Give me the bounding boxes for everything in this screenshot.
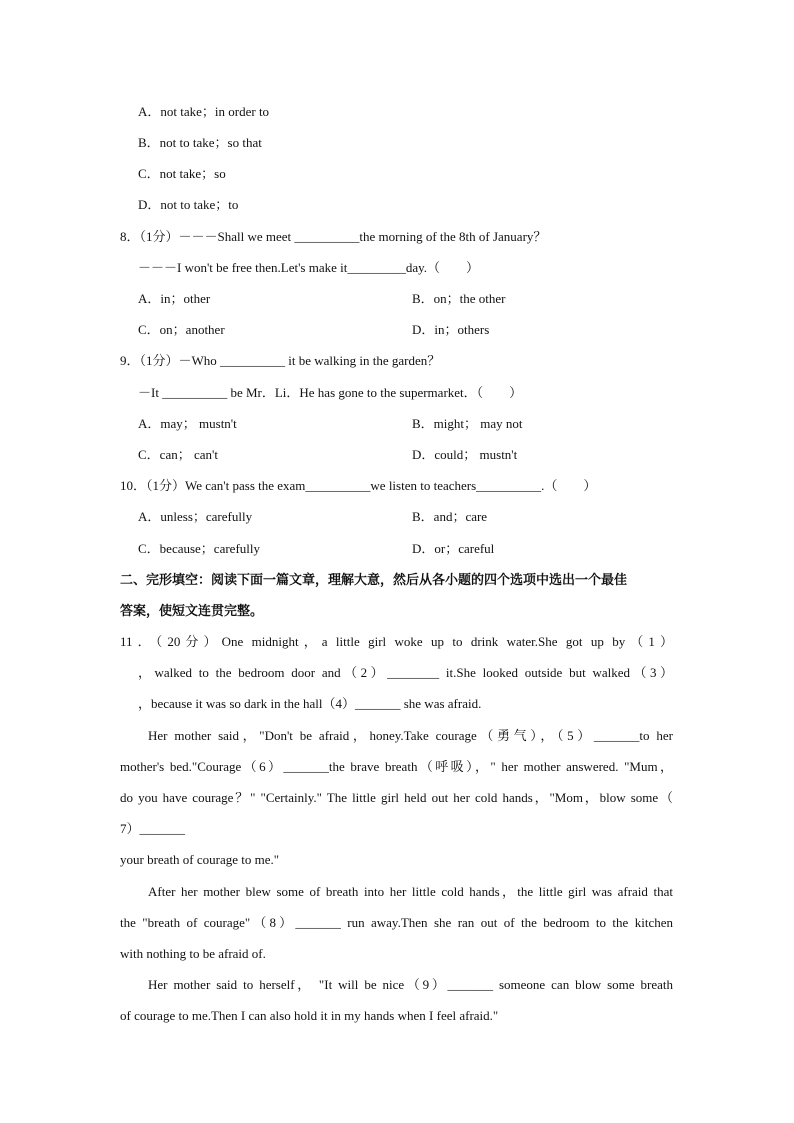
q10-option-d: D．or；careful xyxy=(412,541,495,556)
q10-option-c: C．because；carefully xyxy=(138,541,261,556)
q9-stem-line1: 9．（1分）－Who __________ it be walking in the garden？ xyxy=(120,353,441,368)
q8-stem-line2: －－－I won't be free then.Let's make it_________day.（ ） xyxy=(138,260,480,275)
q11-line-5: mother's bed."Courage（6）_______the brave breath（呼吸），" her mother answered. "Mum， xyxy=(120,759,673,774)
q11-line-7: 7）_______ xyxy=(120,821,186,836)
q9-option-d: D．could； mustn't xyxy=(412,447,518,462)
q7-option-a: A．not take；in order to xyxy=(138,104,270,119)
q10-option-b: B．and；care xyxy=(412,509,488,524)
q11-line-4: Her mother said，"Don't be afraid，honey.Take courage（勇气），（5）_______to her xyxy=(148,728,673,743)
q11-line-9: After her mother blew some of breath into her little cold hands，the little girl was afraid that xyxy=(148,884,673,899)
q11-line-10: the "breath of courage"（8）_______ run away.Then she ran out of the bedroom to the kitchen xyxy=(120,915,673,930)
q8-stem-line1: 8．（1分）－－－Shall we meet __________the morning of the 8th of January？ xyxy=(120,229,547,244)
q9-option-a: A．may； mustn't xyxy=(138,416,237,431)
q9-stem-line2: －It __________ be Mr．Li．He has gone to the supermarket．（ ） xyxy=(138,385,523,400)
q11-line-12: Her mother said to herself， "It will be nice（9）_______ someone can blow some breath xyxy=(148,977,673,992)
q9-option-b: B．might； may not xyxy=(412,416,523,431)
q11-line-3: ，because it was so dark in the hall（4）_______ she was afraid. xyxy=(138,696,482,711)
q7-option-d: D．not to take；to xyxy=(138,197,239,212)
q11-line-1: 11．（20分）One midnight，a little girl woke up to drink water.She got up by（1） xyxy=(120,634,673,649)
q8-option-a: A．in；other xyxy=(138,291,211,306)
q8-option-d: D．in；others xyxy=(412,322,490,337)
q11-line-11: with nothing to be afraid of. xyxy=(120,946,266,961)
q10-stem: 10．（1分）We can't pass the exam__________we listen to teachers__________.（ ） xyxy=(120,478,597,493)
q10-option-a: A．unless；carefully xyxy=(138,509,253,524)
q8-option-b: B．on；the other xyxy=(412,291,506,306)
q9-option-c: C．can； can't xyxy=(138,447,218,462)
q11-line-8: your breath of courage to me." xyxy=(120,852,280,867)
q7-option-b: B．not to take；so that xyxy=(138,135,262,150)
q11-line-2: ，walked to the bedroom door and（2）________ it.She looked outside but walked（3） xyxy=(138,665,673,680)
q11-line-13: of courage to me.Then I can also hold it in my hands when I feel afraid." xyxy=(120,1008,499,1023)
q8-option-c: C．on；another xyxy=(138,322,225,337)
q11-line-6: do you have courage？" "Certainly." The little girl held out her cold hands，"Mom，blow some（ xyxy=(120,790,673,805)
q7-option-c: C．not take；so xyxy=(138,166,226,181)
section2-title-line2: 答案，使短文连贯完整。 xyxy=(120,603,264,618)
section2-title-line1: 二、完形填空：阅读下面一篇文章，理解大意，然后从各小题的四个选项中选出一个最佳 xyxy=(120,572,628,587)
